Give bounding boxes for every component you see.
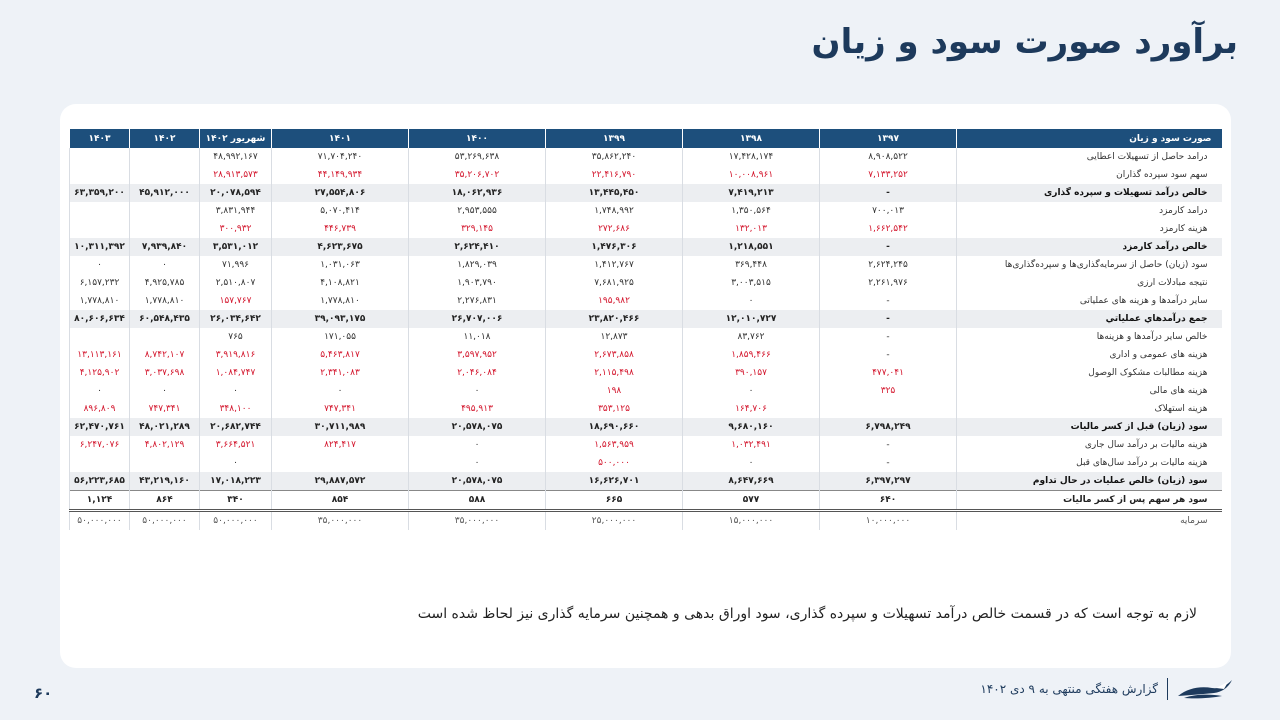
table-cell: ۰ bbox=[70, 382, 130, 400]
table-row bbox=[70, 310, 1222, 328]
table-cell: ۲,۶۲۴,۴۱۰ bbox=[409, 238, 546, 256]
table-cell: ۲,۵۱۰,۸۰۷ bbox=[200, 274, 272, 292]
table-cell: ۴۴,۱۴۹,۹۳۴ bbox=[272, 166, 409, 184]
table-cell: ۱,۰۸۴,۷۴۷ bbox=[200, 364, 272, 382]
table-row bbox=[70, 472, 1222, 491]
table-cell: ۲,۱۱۵,۴۹۸ bbox=[546, 364, 683, 382]
table-cell: ۳,۰۰۳,۵۱۵ bbox=[683, 274, 820, 292]
table-cell: ۳۰۰,۹۳۲ bbox=[200, 220, 272, 238]
table-cell: ۱۰,۰۰۸,۹۶۱ bbox=[683, 166, 820, 184]
table-cell: ۷,۴۱۹,۲۱۳ bbox=[683, 184, 820, 202]
table-cell: ۵,۰۷۰,۴۱۴ bbox=[272, 202, 409, 220]
table-cell: ۱,۸۵۹,۴۶۶ bbox=[683, 346, 820, 364]
table-cell: ۳۲۹,۱۴۵ bbox=[409, 220, 546, 238]
table-cell: ۸۵۴ bbox=[272, 491, 409, 511]
table-cell: ۷۴۷,۳۴۱ bbox=[130, 400, 200, 418]
table-cell: ۲۳,۸۲۰,۴۶۶ bbox=[546, 310, 683, 328]
header-year-7: ۱۴۰۲ bbox=[130, 129, 200, 148]
table-cell bbox=[70, 454, 130, 472]
table-cell: ۱۵,۰۰۰,۰۰۰ bbox=[683, 511, 820, 531]
table-cell: ۷۰۰,۰۱۳ bbox=[820, 202, 957, 220]
table-cell: ۱۷۱,۰۵۵ bbox=[272, 328, 409, 346]
row-label: درامد حاصل از تسهیلات اعطایی bbox=[957, 148, 1222, 166]
table-cell: ۱۰,۰۰۰,۰۰۰ bbox=[820, 511, 957, 531]
eagle-logo-icon bbox=[1176, 676, 1234, 704]
table-cell: ۴۸,۹۹۲,۱۶۷ bbox=[200, 148, 272, 166]
table-cell: ۴,۹۲۵,۷۸۵ bbox=[130, 274, 200, 292]
table-cell: ۳۵,۰۰۰,۰۰۰ bbox=[409, 511, 546, 531]
table-row bbox=[70, 400, 1222, 418]
table-cell: ۶۲,۴۷۰,۷۶۱ bbox=[70, 418, 130, 436]
table-cell: ۳۴۸,۱۰۰ bbox=[200, 400, 272, 418]
table-cell: ۲۲,۴۱۶,۷۹۰ bbox=[546, 166, 683, 184]
table-cell: ۳۹۰,۱۵۷ bbox=[683, 364, 820, 382]
table-cell: ۸,۷۴۲,۱۰۷ bbox=[130, 346, 200, 364]
table-cell: ۰ bbox=[200, 454, 272, 472]
table-cell: ۴,۸۰۲,۱۲۹ bbox=[130, 436, 200, 454]
table-cell: ۱۳۲,۰۱۳ bbox=[683, 220, 820, 238]
table-cell: ۱,۴۷۶,۳۰۶ bbox=[546, 238, 683, 256]
table-body bbox=[70, 148, 1222, 530]
table-cell: ۵۰,۰۰۰,۰۰۰ bbox=[70, 511, 130, 531]
header-year-1: ۱۳۹۷ bbox=[820, 129, 957, 148]
table-cell: - bbox=[820, 436, 957, 454]
table-header-row bbox=[70, 129, 1222, 148]
table-cell: ۱۲,۰۱۰,۷۲۷ bbox=[683, 310, 820, 328]
table-row bbox=[70, 184, 1222, 202]
table-cell: ۰ bbox=[409, 382, 546, 400]
table-cell bbox=[70, 220, 130, 238]
report-date-text: گزارش هفتگی منتهی به ۹ دی ۱۴۰۲ bbox=[980, 682, 1158, 696]
table-cell bbox=[820, 400, 957, 418]
table-cell bbox=[130, 328, 200, 346]
table-cell: ۲۷۲,۶۸۶ bbox=[546, 220, 683, 238]
row-label: هزینه استهلاک bbox=[957, 400, 1222, 418]
table-cell: ۷,۶۸۱,۹۲۵ bbox=[546, 274, 683, 292]
table-cell: - bbox=[820, 184, 957, 202]
row-label: درامد کارمزد bbox=[957, 202, 1222, 220]
footer-divider bbox=[1167, 678, 1168, 700]
row-label: سایر درآمدها و هزینه های عملیاتی bbox=[957, 292, 1222, 310]
table-row bbox=[70, 202, 1222, 220]
table-cell: ۰ bbox=[409, 454, 546, 472]
row-label: سود هر سهم پس از کسر ماليات bbox=[957, 491, 1222, 511]
table-cell: ۳۰,۷۱۱,۹۸۹ bbox=[272, 418, 409, 436]
row-label: خالص درآمد تسهیلات و سپرده گذاری bbox=[957, 184, 1222, 202]
income-statement-table bbox=[69, 129, 1222, 530]
content-card bbox=[60, 104, 1231, 668]
table-row bbox=[70, 328, 1222, 346]
row-label: هزینه کارمزد bbox=[957, 220, 1222, 238]
header-year-3: ۱۳۹۹ bbox=[546, 129, 683, 148]
row-label: خالص درآمد کارمزد bbox=[957, 238, 1222, 256]
row-label: سود (زیان) حاصل از سرمایه‌گذاری‌ها و سپرده‌گذاری‌ها bbox=[957, 256, 1222, 274]
table-cell: ۰ bbox=[683, 454, 820, 472]
table-cell: ۵,۴۶۳,۸۱۷ bbox=[272, 346, 409, 364]
table-row bbox=[70, 454, 1222, 472]
table-cell bbox=[272, 454, 409, 472]
table-cell: ۱۶,۶۲۶,۷۰۱ bbox=[546, 472, 683, 491]
table-cell: ۱۳,۴۴۵,۴۵۰ bbox=[546, 184, 683, 202]
row-label: خالص سایر درآمدها و هزینه‌ها bbox=[957, 328, 1222, 346]
table-cell: ۶۰,۵۴۸,۴۳۵ bbox=[130, 310, 200, 328]
table-row bbox=[70, 511, 1222, 531]
row-label: سهم سود سپرده گذاران bbox=[957, 166, 1222, 184]
table-cell: ۸,۶۴۷,۶۶۹ bbox=[683, 472, 820, 491]
table-cell: ۴۹۵,۹۱۳ bbox=[409, 400, 546, 418]
table-cell: ۱,۴۱۲,۷۶۷ bbox=[546, 256, 683, 274]
table-cell: ۱۸,۶۹۰,۶۶۰ bbox=[546, 418, 683, 436]
table-row bbox=[70, 256, 1222, 274]
table-cell: ۱,۷۷۸,۸۱۰ bbox=[70, 292, 130, 310]
table-cell: ۳,۹۱۹,۸۱۶ bbox=[200, 346, 272, 364]
table-cell: ۸,۹۰۸,۵۲۲ bbox=[820, 148, 957, 166]
row-label: نتیجه مبادلات ارزی bbox=[957, 274, 1222, 292]
page-title: برآورد صورت سود و زیان bbox=[811, 22, 1238, 62]
table-cell: ۷۴۷,۳۴۱ bbox=[272, 400, 409, 418]
table-cell bbox=[130, 148, 200, 166]
table-cell: ۱,۶۶۲,۵۴۲ bbox=[820, 220, 957, 238]
table-cell: ۴۵,۹۱۲,۰۰۰ bbox=[130, 184, 200, 202]
page-number: ۶۰ bbox=[34, 684, 53, 702]
table-cell: ۱,۷۷۸,۸۱۰ bbox=[130, 292, 200, 310]
table-cell: ۳۵,۲۰۶,۷۰۲ bbox=[409, 166, 546, 184]
table-cell: ۶,۳۹۷,۲۹۷ bbox=[820, 472, 957, 491]
table-cell: ۱۵۷,۷۶۷ bbox=[200, 292, 272, 310]
table-cell: ۳,۰۳۷,۶۹۸ bbox=[130, 364, 200, 382]
table-cell: ۰ bbox=[130, 256, 200, 274]
table-cell: ۱۹۵,۹۸۲ bbox=[546, 292, 683, 310]
row-label: هزینه مطالبات مشکوک الوصول bbox=[957, 364, 1222, 382]
table-cell bbox=[70, 148, 130, 166]
table-cell: ۱۲,۸۷۳ bbox=[546, 328, 683, 346]
table-cell: ۵۳,۲۶۹,۶۳۸ bbox=[409, 148, 546, 166]
table-cell: ۲۰,۵۷۸,۰۷۵ bbox=[409, 418, 546, 436]
table-row bbox=[70, 148, 1222, 166]
table-cell: ۳۵,۸۶۲,۲۴۰ bbox=[546, 148, 683, 166]
table-cell: ۲,۶۷۳,۸۵۸ bbox=[546, 346, 683, 364]
table-cell: ۵۰,۰۰۰,۰۰۰ bbox=[130, 511, 200, 531]
table-cell: ۲,۳۴۱,۰۸۳ bbox=[272, 364, 409, 382]
table-cell: ۳۶۹,۴۴۸ bbox=[683, 256, 820, 274]
table-cell: ۶,۱۵۷,۲۳۲ bbox=[70, 274, 130, 292]
row-label: سود (زيان) قبل از کسر ماليات bbox=[957, 418, 1222, 436]
table-cell: ۱۸,۰۶۲,۹۳۶ bbox=[409, 184, 546, 202]
table-cell: ۱,۱۲۴ bbox=[70, 491, 130, 511]
row-label: جمع درآمدهاي عملياتي bbox=[957, 310, 1222, 328]
header-year-5: ۱۴۰۱ bbox=[272, 129, 409, 148]
table-cell: ۱,۰۳۱,۰۶۳ bbox=[272, 256, 409, 274]
table-cell: ۲,۶۲۴,۲۴۵ bbox=[820, 256, 957, 274]
table-cell: ۵۶,۲۲۳,۶۸۵ bbox=[70, 472, 130, 491]
table-cell: ۴,۱۲۵,۹۰۲ bbox=[70, 364, 130, 382]
table-cell: ۲,۰۴۶,۰۸۴ bbox=[409, 364, 546, 382]
table-cell: ۲۰,۶۸۲,۷۴۴ bbox=[200, 418, 272, 436]
table-cell: ۸۶۴ bbox=[130, 491, 200, 511]
table-cell: ۲,۲۷۶,۸۳۱ bbox=[409, 292, 546, 310]
table-cell: ۵۷۷ bbox=[683, 491, 820, 511]
table-cell: ۳۹,۰۹۳,۱۷۵ bbox=[272, 310, 409, 328]
table-row bbox=[70, 491, 1222, 511]
table-cell: ۶,۲۴۷,۰۷۶ bbox=[70, 436, 130, 454]
table-cell bbox=[70, 202, 130, 220]
table-cell: ۲,۹۵۳,۵۵۵ bbox=[409, 202, 546, 220]
table-cell: ۳۴۰ bbox=[200, 491, 272, 511]
table-cell: ۳,۵۳۱,۰۱۲ bbox=[200, 238, 272, 256]
header-year-6: شهریور ۱۴۰۲ bbox=[200, 129, 272, 148]
table-cell bbox=[130, 220, 200, 238]
table-cell bbox=[130, 454, 200, 472]
table-cell: ۳۵۳,۱۲۵ bbox=[546, 400, 683, 418]
table-cell: ۱۷,۴۲۸,۱۷۴ bbox=[683, 148, 820, 166]
table-cell: ۳,۵۹۷,۹۵۲ bbox=[409, 346, 546, 364]
table-cell: - bbox=[820, 292, 957, 310]
table-row bbox=[70, 436, 1222, 454]
table-cell: ۵۸۸ bbox=[409, 491, 546, 511]
table-cell: - bbox=[820, 310, 957, 328]
row-label: سرمایه bbox=[957, 511, 1222, 531]
table-cell: ۱,۳۵۰,۵۶۴ bbox=[683, 202, 820, 220]
table-cell bbox=[130, 202, 200, 220]
table-cell: ۰ bbox=[130, 382, 200, 400]
header-year-8: ۱۴۰۳ bbox=[70, 129, 130, 148]
table-cell: ۸۲۴,۴۱۷ bbox=[272, 436, 409, 454]
row-label: هزینه های مالی bbox=[957, 382, 1222, 400]
table-cell: ۶۴۰ bbox=[820, 491, 957, 511]
table-cell: ۴۳,۲۱۹,۱۶۰ bbox=[130, 472, 200, 491]
table-cell: ۰ bbox=[272, 382, 409, 400]
table-row bbox=[70, 220, 1222, 238]
table-cell: ۱۶۴,۷۰۶ bbox=[683, 400, 820, 418]
table-cell: ۲۸,۹۱۳,۵۷۳ bbox=[200, 166, 272, 184]
table-row bbox=[70, 166, 1222, 184]
table-row bbox=[70, 418, 1222, 436]
table-cell: - bbox=[820, 328, 957, 346]
table-cell: ۴۴۶,۷۳۹ bbox=[272, 220, 409, 238]
table-cell: ۱۱,۰۱۸ bbox=[409, 328, 546, 346]
table-cell: ۰ bbox=[200, 382, 272, 400]
table-cell: ۱,۹۰۳,۷۹۰ bbox=[409, 274, 546, 292]
table-cell: ۳۲۵ bbox=[820, 382, 957, 400]
table-row bbox=[70, 364, 1222, 382]
table-cell: ۸۳,۷۶۲ bbox=[683, 328, 820, 346]
table-cell: ۱۰,۳۱۱,۳۹۲ bbox=[70, 238, 130, 256]
table-cell: ۲۰,۵۷۸,۰۷۵ bbox=[409, 472, 546, 491]
table-cell: ۷۱,۷۰۴,۲۴۰ bbox=[272, 148, 409, 166]
table-cell: ۱,۸۲۹,۰۳۹ bbox=[409, 256, 546, 274]
table-row bbox=[70, 238, 1222, 256]
table-cell: ۱,۷۴۸,۹۹۲ bbox=[546, 202, 683, 220]
table-cell: - bbox=[820, 238, 957, 256]
table-cell: - bbox=[820, 454, 957, 472]
row-label: هزینه مالیات بر درآمد سال‌های قبل bbox=[957, 454, 1222, 472]
table-cell: ۱۹۸ bbox=[546, 382, 683, 400]
table-cell: ۳,۶۶۴,۵۲۱ bbox=[200, 436, 272, 454]
footnote-text: لازم به توجه است که در قسمت خالص درآمد تسهیلات و سپرده گذاری، سود اوراق بدهی و همچنین سرمایه گذاری نیز لحاظ شده است bbox=[417, 606, 1197, 622]
table-cell: ۴۸,۰۲۱,۲۸۹ bbox=[130, 418, 200, 436]
table-cell bbox=[130, 166, 200, 184]
row-label: سود (زیان) خالص عملیات در حال تداوم bbox=[957, 472, 1222, 491]
table-cell: ۷,۹۳۹,۸۴۰ bbox=[130, 238, 200, 256]
table-cell: ۶۶۵ bbox=[546, 491, 683, 511]
table-row bbox=[70, 274, 1222, 292]
table-row bbox=[70, 292, 1222, 310]
table-cell: ۰ bbox=[409, 436, 546, 454]
table-cell: ۰ bbox=[683, 382, 820, 400]
table-cell: ۷۱,۹۹۶ bbox=[200, 256, 272, 274]
table-cell: ۲۵,۰۰۰,۰۰۰ bbox=[546, 511, 683, 531]
table-cell bbox=[70, 166, 130, 184]
table-cell: ۳,۸۳۱,۹۴۴ bbox=[200, 202, 272, 220]
table-cell: ۵۰,۰۰۰,۰۰۰ bbox=[200, 511, 272, 531]
table-cell: ۲۶,۷۰۷,۰۰۶ bbox=[409, 310, 546, 328]
table-cell: ۲۹,۸۸۷,۵۷۲ bbox=[272, 472, 409, 491]
table-cell: ۲۷,۵۵۴,۸۰۶ bbox=[272, 184, 409, 202]
table-cell: ۸۰,۶۰۶,۶۳۴ bbox=[70, 310, 130, 328]
table-cell: ۴,۱۰۸,۸۲۱ bbox=[272, 274, 409, 292]
table-cell: ۲۰,۰۷۸,۵۹۴ bbox=[200, 184, 272, 202]
table-cell: ۰ bbox=[683, 292, 820, 310]
table-cell: ۸۹۶,۸۰۹ bbox=[70, 400, 130, 418]
table-row bbox=[70, 346, 1222, 364]
header-year-2: ۱۳۹۸ bbox=[683, 129, 820, 148]
table-cell: ۱,۷۷۸,۸۱۰ bbox=[272, 292, 409, 310]
row-label: هزینه های عمومی و اداری bbox=[957, 346, 1222, 364]
table-cell: ۷۶۵ bbox=[200, 328, 272, 346]
table-cell: ۱۳,۱۱۳,۱۶۱ bbox=[70, 346, 130, 364]
table-cell: ۰ bbox=[70, 256, 130, 274]
table-cell: ۹,۶۸۰,۱۶۰ bbox=[683, 418, 820, 436]
table-cell: ۶,۷۹۸,۲۴۹ bbox=[820, 418, 957, 436]
table-cell: ۳۵,۰۰۰,۰۰۰ bbox=[272, 511, 409, 531]
table-cell: ۴۷۷,۰۴۱ bbox=[820, 364, 957, 382]
table-cell: ۶۳,۳۵۹,۲۰۰ bbox=[70, 184, 130, 202]
header-year-4: ۱۴۰۰ bbox=[409, 129, 546, 148]
table-cell: ۱۷,۰۱۸,۲۲۳ bbox=[200, 472, 272, 491]
table-row bbox=[70, 382, 1222, 400]
table-cell: ۲۶,۰۳۴,۶۴۲ bbox=[200, 310, 272, 328]
table-cell: ۷,۱۳۳,۲۵۲ bbox=[820, 166, 957, 184]
table-cell: ۱,۰۳۲,۴۹۱ bbox=[683, 436, 820, 454]
table-cell: ۵۰۰,۰۰۰ bbox=[546, 454, 683, 472]
header-statement-label: صورت سود و زیان bbox=[957, 129, 1222, 148]
table-cell: ۱,۵۶۳,۹۵۹ bbox=[546, 436, 683, 454]
table-cell: ۱,۲۱۸,۵۵۱ bbox=[683, 238, 820, 256]
table-cell bbox=[70, 328, 130, 346]
row-label: هزینه مالیات بر درآمد سال جاری bbox=[957, 436, 1222, 454]
table-cell: - bbox=[820, 346, 957, 364]
table-cell: ۴,۶۲۳,۶۷۵ bbox=[272, 238, 409, 256]
table-cell: ۲,۲۶۱,۹۷۶ bbox=[820, 274, 957, 292]
